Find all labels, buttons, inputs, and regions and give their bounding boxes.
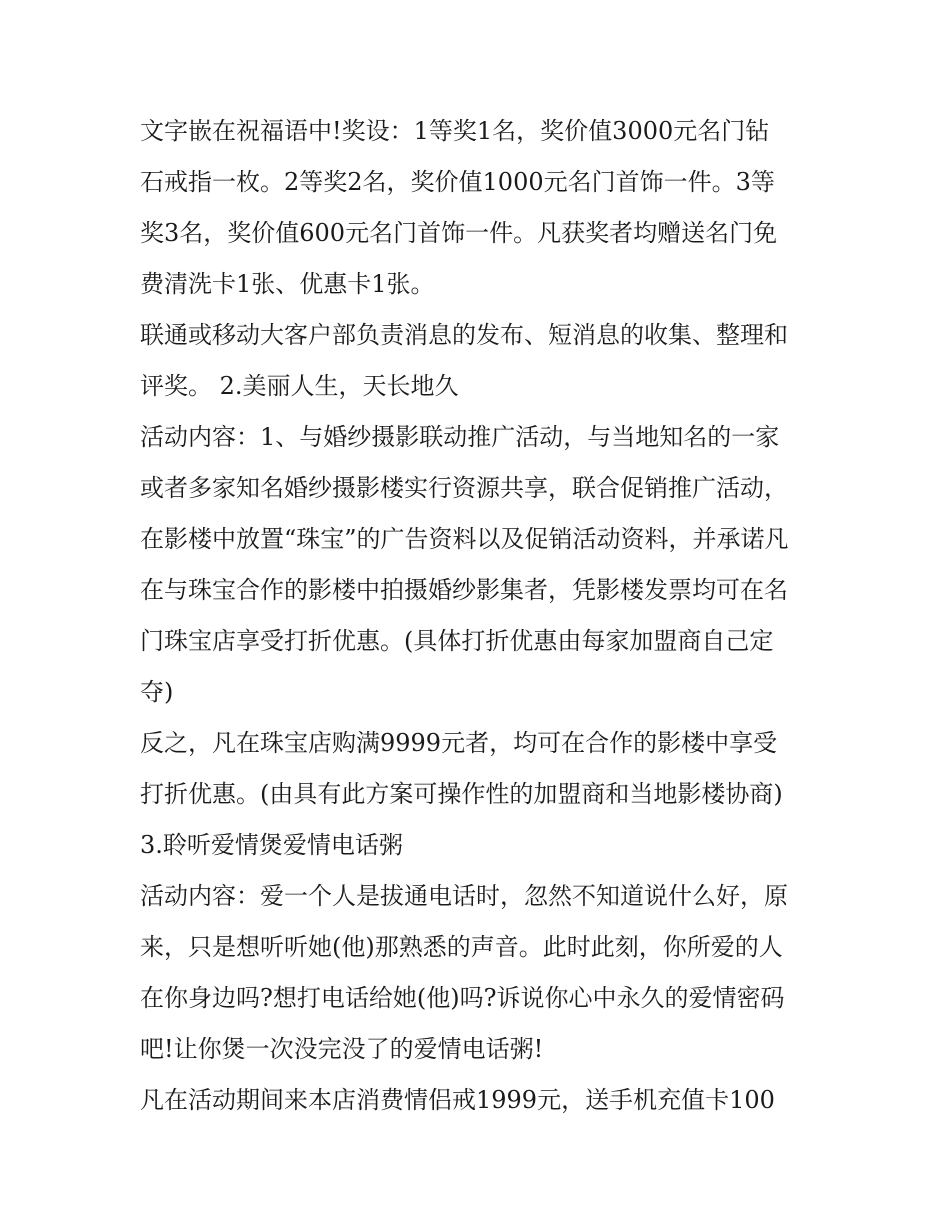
text-line: 石戒指一枚。2等奖2名，奖价值1000元名门首饰一件。3等 xyxy=(140,168,775,196)
text-line: 或者多家知名婚纱摄影楼实行资源共享，联合促销推广活动， xyxy=(140,474,788,502)
text-line: 吧!让你煲一次没完没了的爱情电话粥! xyxy=(140,1035,544,1063)
text-line: 在你身边吗?想打电话给她(他)吗?诉说你心中永久的爱情密码 xyxy=(140,984,785,1012)
text-line: 反之，凡在珠宝店购满9999元者，均可在合作的影楼中享受 xyxy=(140,729,778,757)
text-line: 门珠宝店享受打折优惠。(具体打折优惠由每家加盟商自己定 xyxy=(140,627,774,655)
text-line: 夺) xyxy=(140,678,174,706)
text-line: 打折优惠。(由具有此方案可操作性的加盟商和当地影楼协商) xyxy=(140,780,783,808)
text-line: 在影楼中放置“珠宝”的广告资料以及促销活动资料，并承诺凡 xyxy=(140,525,789,553)
text-line: 费清洗卡1张、优惠卡1张。 xyxy=(140,270,435,298)
document-body xyxy=(140,106,830,1126)
text-line: 评奖。 2.美丽人生，天长地久 xyxy=(140,372,459,400)
text-line: 活动内容：爱一个人是拔通电话时，忽然不知道说什么好，原 xyxy=(140,882,788,910)
text-line: 联通或移动大客户部负责消息的发布、短消息的收集、整理和 xyxy=(140,321,788,349)
text-line: 3.聆听爱情煲爱情电话粥 xyxy=(140,831,403,859)
text-line: 凡在活动期间来本店消费情侣戒1999元，送手机充值卡100 xyxy=(140,1086,775,1114)
text-line: 活动内容：1、与婚纱摄影联动推广活动，与当地知名的一家 xyxy=(140,423,780,451)
text-line: 在与珠宝合作的影楼中拍摄婚纱影集者，凭影楼发票均可在名 xyxy=(140,576,788,604)
text-line: 来，只是想听听她(他)那熟悉的声音。此时此刻，你所爱的人 xyxy=(140,933,783,961)
text-line: 奖3名，奖价值600元名门首饰一件。凡获奖者均赠送名门免 xyxy=(140,219,778,247)
text-line: 文字嵌在祝福语中!奖设：1等奖1名，奖价值3000元名门钻 xyxy=(140,117,770,145)
